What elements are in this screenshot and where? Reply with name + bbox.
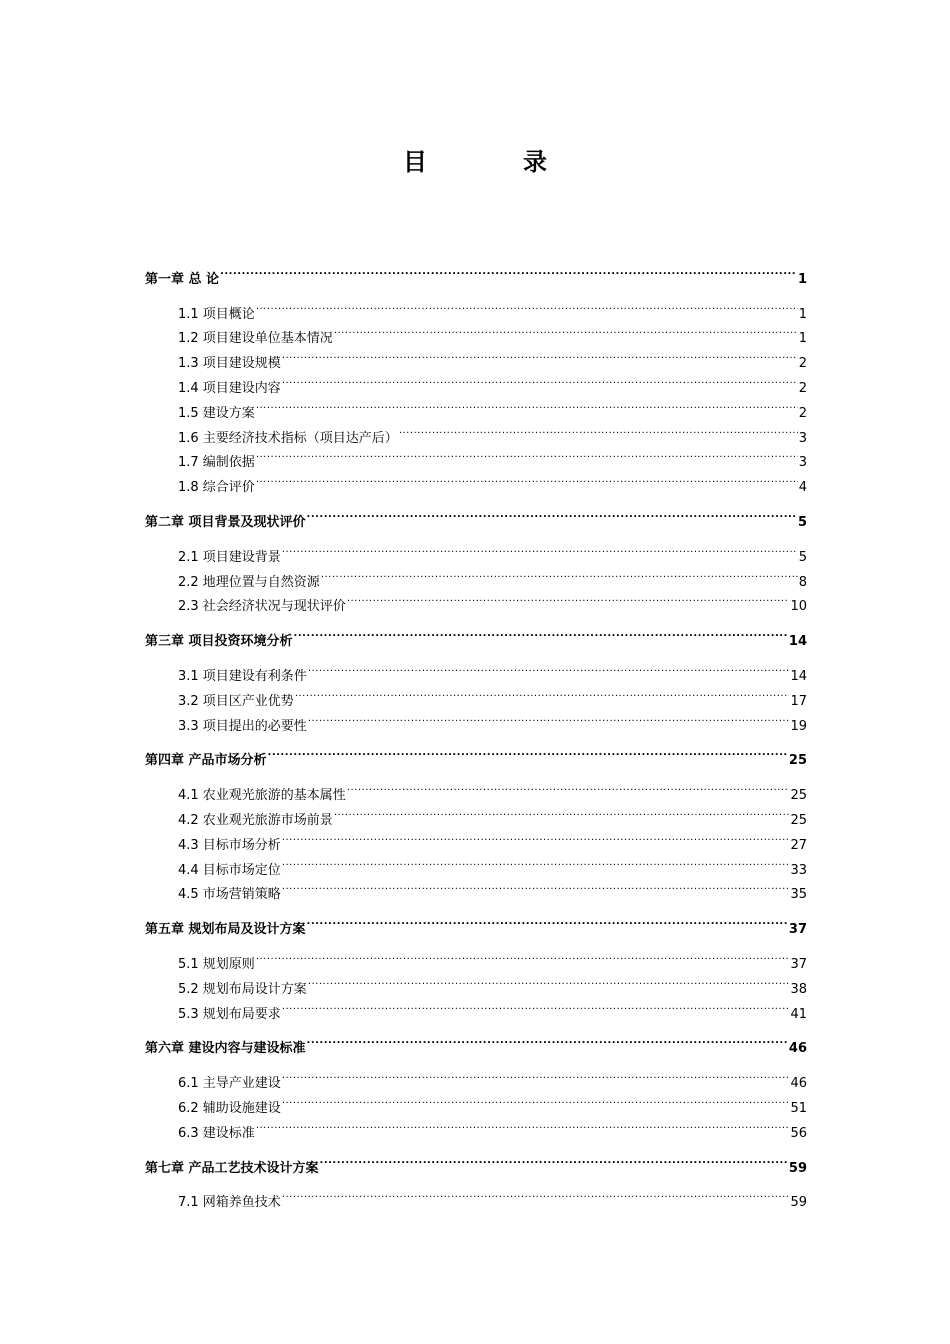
toc-entry-label: 4.5 市场营销策略 (178, 887, 281, 903)
toc-page-number: 27 (790, 837, 807, 853)
toc-page-number: 5 (798, 549, 807, 565)
toc-dot-leader (334, 799, 790, 824)
toc-page-number: 1 (798, 306, 807, 322)
toc-dot-leader (320, 1147, 788, 1172)
toc-page-number: 37 (790, 956, 807, 972)
toc-entry-label: 2.2 地理位置与自然资源 (178, 574, 320, 590)
toc-entry-label: 第四章 产品市场分析 (145, 753, 267, 769)
toc-page-number: 35 (790, 887, 807, 903)
toc-dot-leader (295, 680, 790, 705)
toc-entry-label: 6.3 建设标准 (178, 1125, 255, 1141)
toc-entry-label: 第七章 产品工艺技术设计方案 (145, 1160, 319, 1176)
toc-entry-label: 1.6 主要经济技术指标（项目达产后） (178, 430, 398, 446)
toc-dot-leader (307, 501, 797, 526)
toc-dot-leader (282, 993, 790, 1018)
toc-page-number: 8 (798, 574, 807, 590)
toc-entry-label: 1.1 项目概论 (178, 306, 255, 322)
toc-page-number: 10 (790, 599, 807, 615)
toc-page-number: 2 (798, 405, 807, 421)
toc-page-number: 46 (788, 1041, 807, 1057)
toc-dot-leader (307, 1028, 788, 1053)
toc-chapter-entry[interactable] (145, 258, 807, 287)
toc-entry-label: 1.7 编制依据 (178, 455, 255, 471)
toc-page-number: 33 (790, 862, 807, 878)
toc-section-entry[interactable] (145, 1062, 807, 1092)
toc-section-entry[interactable] (145, 655, 807, 684)
toc-page-number: 4 (798, 480, 807, 496)
toc-page-number: 1 (798, 331, 807, 347)
toc-chapter-entry[interactable] (145, 620, 807, 650)
toc-page-number: 25 (788, 753, 807, 769)
toc-dot-leader (307, 908, 788, 933)
toc-title: 目 录 (403, 148, 583, 176)
toc-dot-leader (308, 705, 790, 730)
toc-entry-label: 3.3 项目提出的必要性 (178, 718, 307, 734)
toc-chapter-entry[interactable] (145, 1147, 807, 1176)
toc-dot-leader (334, 318, 798, 343)
toc-entry-label: 1.8 综合评价 (178, 480, 255, 496)
toc-page-number: 14 (788, 634, 807, 650)
toc-page-number: 59 (790, 1195, 807, 1211)
toc-chapter-entry[interactable] (145, 908, 807, 938)
toc-entry-label: 4.4 目标市场定位 (178, 862, 281, 878)
toc-dot-leader (347, 586, 790, 611)
toc-page-number: 25 (790, 788, 807, 804)
toc-page-number: 25 (790, 812, 807, 828)
toc-page-number: 51 (790, 1100, 807, 1116)
toc-entry-label: 4.1 农业观光旅游的基本属性 (178, 788, 346, 804)
toc-dot-leader (321, 561, 798, 586)
toc-page-number: 37 (788, 922, 807, 938)
toc-dot-leader (282, 536, 798, 561)
toc-dot-leader (256, 392, 798, 417)
toc-entry-label: 1.3 项目建设规模 (178, 356, 281, 372)
toc-dot-leader (282, 1062, 790, 1087)
toc-chapter-entry[interactable] (145, 740, 807, 769)
toc-section-entry[interactable] (145, 943, 807, 972)
toc-dot-leader (220, 258, 797, 283)
toc-entry-label: 2.3 社会经济状况与现状评价 (178, 599, 346, 615)
toc-dot-leader (256, 943, 790, 968)
toc-entry-label: 4.2 农业观光旅游市场前景 (178, 812, 333, 828)
toc-dot-leader (282, 824, 790, 849)
toc-page-number: 1 (797, 271, 807, 287)
toc-chapter-entry[interactable] (145, 501, 807, 530)
toc-dot-leader (256, 293, 798, 318)
toc-entry-label: 6.1 主导产业建设 (178, 1076, 281, 1092)
toc-page-number: 3 (798, 455, 807, 471)
toc-page-number: 59 (788, 1160, 807, 1176)
toc-entry-label: 1.2 项目建设单位基本情况 (178, 331, 333, 347)
toc-dot-leader (294, 620, 788, 645)
toc-dot-leader (282, 367, 798, 392)
toc-entry-label: 5.2 规划布局设计方案 (178, 981, 307, 997)
toc-page-number: 2 (798, 356, 807, 372)
toc-entry-label: 4.3 目标市场分析 (178, 837, 281, 853)
toc-dot-leader (308, 655, 790, 680)
toc-entry-label: 3.1 项目建设有利条件 (178, 668, 307, 684)
toc-entry-label: 1.4 项目建设内容 (178, 380, 281, 396)
toc-dot-leader (282, 849, 790, 874)
toc-dot-leader (282, 1182, 790, 1207)
toc-entry-label: 第二章 项目背景及现状评价 (145, 514, 306, 530)
toc-dot-leader (347, 774, 790, 799)
toc-page-number: 41 (790, 1006, 807, 1022)
toc-page-number: 56 (790, 1125, 807, 1141)
toc-dot-leader (282, 1087, 790, 1112)
toc-dot-leader (256, 1112, 790, 1137)
toc-entry-label: 第六章 建设内容与建设标准 (145, 1041, 306, 1057)
toc-page-number: 2 (798, 380, 807, 396)
toc-dot-leader (268, 740, 788, 765)
toc-entry-label: 第五章 规划布局及设计方案 (145, 922, 306, 938)
toc-page-number: 5 (797, 514, 807, 530)
toc-page-number: 46 (790, 1076, 807, 1092)
toc-dot-leader (308, 968, 790, 993)
toc-section-entry[interactable] (145, 293, 807, 322)
toc-dot-leader (256, 442, 798, 467)
toc-page-number: 3 (798, 430, 807, 446)
table-of-contents (145, 258, 807, 1211)
toc-section-entry[interactable] (145, 774, 807, 804)
toc-entry-label: 5.1 规划原则 (178, 956, 255, 972)
toc-entry-label: 第一章 总 论 (145, 271, 220, 287)
toc-chapter-entry[interactable] (145, 1028, 807, 1057)
toc-entry-label: 1.5 建设方案 (178, 405, 255, 421)
toc-entry-label: 5.3 规划布局要求 (178, 1006, 281, 1022)
toc-dot-leader (399, 417, 798, 442)
toc-entry-label: 2.1 项目建设背景 (178, 549, 281, 565)
toc-page-number: 19 (790, 718, 807, 734)
toc-page-number: 14 (790, 668, 807, 684)
toc-page-number: 17 (790, 693, 807, 709)
toc-entry-label: 第三章 项目投资环境分析 (145, 634, 293, 650)
toc-dot-leader (282, 874, 790, 899)
toc-entry-label: 3.2 项目区产业优势 (178, 693, 294, 709)
toc-dot-leader (256, 466, 798, 491)
toc-entry-label: 7.1 网箱养鱼技术 (178, 1195, 281, 1211)
toc-page-number: 38 (790, 981, 807, 997)
toc-dot-leader (282, 342, 798, 367)
toc-section-entry[interactable] (145, 1182, 807, 1211)
toc-entry-label: 6.2 辅助设施建设 (178, 1100, 281, 1116)
toc-section-entry[interactable] (145, 536, 807, 565)
